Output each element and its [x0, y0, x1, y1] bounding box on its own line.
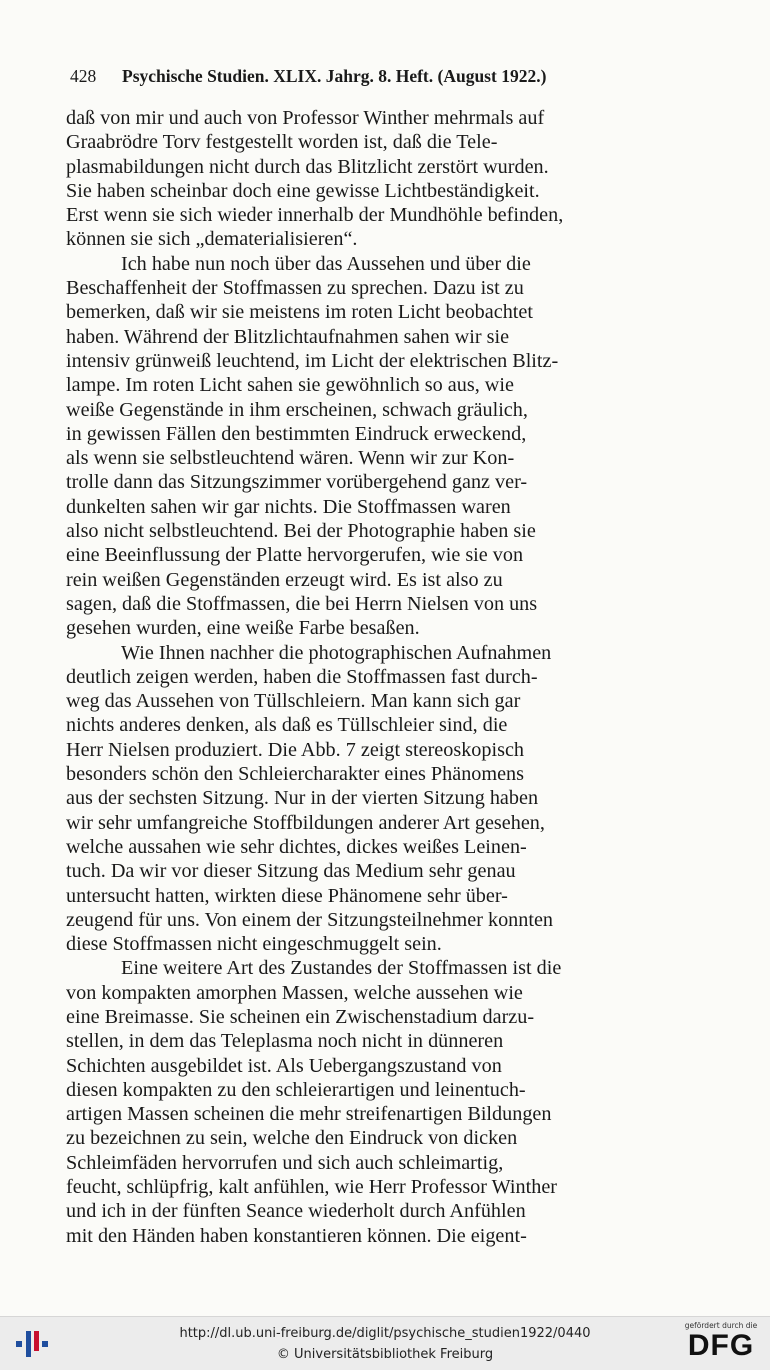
body-text — [66, 106, 766, 1248]
text-line: können sie sich „dematerialisieren“. — [66, 228, 358, 251]
text-line: eine Breimasse. Sie scheinen ein Zwischenstadium darzu- — [66, 1005, 535, 1028]
text-line: Beschaffenheit der Stoffmassen zu sprechen. Dazu ist zu — [66, 277, 524, 300]
text-line: intensiv grünweiß leuchtend, im Licht der elektrischen Blitz- — [66, 349, 559, 372]
text-line: Eine weitere Art des Zustandes der Stoffmassen ist die — [121, 957, 562, 980]
text-line: von kompakten amorphen Massen, welche aussehen wie — [66, 981, 523, 1004]
text-line: aus der sechsten Sitzung. Nur in der vierten Sitzung haben — [66, 787, 539, 810]
text-line: Schleimfäden hervorrufen und sich auch schleimartig, — [66, 1151, 504, 1174]
text-line: Ich habe nun noch über das Aussehen und über die — [121, 252, 531, 275]
text-line: sagen, daß die Stoffmassen, die bei Herrn Nielsen von uns — [66, 592, 538, 615]
text-line: diesen kompakten zu den schleierartigen und leinentuch- — [66, 1078, 526, 1101]
paragraph — [66, 106, 766, 252]
text-line: Wie Ihnen nachher die photographischen Aufnahmen — [121, 641, 552, 664]
text-line: Schichten ausgebildet ist. Als Uebergangszustand von — [66, 1054, 502, 1077]
text-line: tuch. Da wir vor dieser Sitzung das Medium sehr genau — [66, 860, 516, 883]
text-line: Graabrödre Torv festgestellt worden ist, daß die Tele- — [66, 131, 498, 154]
text-line: dunkelten sahen wir gar nichts. Die Stoffmassen waren — [66, 495, 511, 518]
text-line: nichts anderes denken, als daß es Tüllschleier sind, die — [66, 714, 508, 737]
footer-url[interactable]: http://dl.ub.uni-freiburg.de/diglit/psychische_studien1922/0440 — [179, 1326, 591, 1341]
text-line: artigen Massen scheinen die mehr streifenartigen Bildungen — [66, 1103, 552, 1126]
text-line: also nicht selbstleuchtend. Bei der Photographie haben sie — [66, 520, 536, 543]
text-line: eine Beeinflussung der Platte hervorgerufen, wie sie von — [66, 544, 524, 567]
text-line: zeugend für uns. Von einem der Sitzungsteilnehmer konnten — [66, 908, 554, 931]
text-line: und ich in der fünften Seance wiederholt durch Anfühlen — [66, 1200, 526, 1223]
text-line: untersucht hatten, wirkten diese Phänomene sehr über- — [66, 884, 508, 907]
text-line: als wenn sie selbstleuchtend wären. Wenn wir zur Kon- — [66, 447, 515, 470]
page-number: 428 — [70, 66, 97, 86]
text-line: mit den Händen haben konstantieren können. Die eigent- — [66, 1224, 527, 1247]
paragraph — [66, 956, 766, 1248]
text-line: haben. Während der Blitzlichtaufnahmen sahen wir sie — [66, 325, 510, 348]
footer-copyright: © Universitätsbibliothek Freiburg — [276, 1347, 494, 1362]
text-line: besonders schön den Schleiercharakter eines Phänomens — [66, 763, 524, 786]
text-line: daß von mir und auch von Professor Winther mehrmals auf — [66, 107, 545, 129]
page-header — [70, 66, 700, 92]
text-line: plasmabildungen nicht durch das Blitzlicht zerstört wurden. — [66, 155, 549, 178]
text-line: Erst wenn sie sich wieder innerhalb der Mundhöhle befinden, — [66, 204, 564, 227]
paragraph — [66, 252, 766, 641]
text-line: trolle dann das Sitzungszimmer vorübergehend ganz ver- — [66, 471, 528, 494]
dfg-mark: DFG — [687, 1329, 755, 1362]
text-line: bemerken, daß wir sie meistens im roten Licht beobachtet — [66, 301, 533, 324]
running-head: Psychische Studien. XLIX. Jahrg. 8. Heft. (August 1922.) — [122, 66, 547, 86]
text-line: weiße Gegenstände in ihm erscheinen, schwach gräulich, — [66, 398, 528, 421]
text-line: deutlich zeigen werden, haben die Stoffmassen fast durch- — [66, 665, 538, 688]
paragraph — [66, 641, 766, 957]
text-line: gesehen wurden, eine weiße Farbe besaßen. — [66, 617, 420, 640]
text-line: stellen, in dem das Teleplasma noch nicht in dünneren — [66, 1030, 504, 1053]
dfg-logo — [680, 1321, 762, 1367]
text-line: lampe. Im roten Licht sahen sie gewöhnlich so aus, wie — [66, 374, 514, 397]
footer-bar — [0, 1316, 770, 1370]
text-line: diese Stoffmassen nicht eingeschmuggelt sein. — [66, 933, 442, 956]
text-line: feucht, schlüpfrig, kalt anfühlen, wie Herr Professor Winther — [66, 1176, 558, 1199]
text-line: zu bezeichnen zu sein, welche den Eindruck von dicken — [66, 1127, 518, 1150]
text-line: wir sehr umfangreiche Stoffbildungen anderer Art gesehen, — [66, 811, 545, 834]
text-line: Herr Nielsen produziert. Die Abb. 7 zeigt stereoskopisch — [66, 738, 525, 761]
text-line: rein weißen Gegenständen erzeugt wird. Es ist also zu — [66, 568, 503, 591]
text-line: Sie haben scheinbar doch eine gewisse Lichtbeständigkeit. — [66, 179, 540, 202]
text-line: weg das Aussehen von Tüllschleiern. Man kann sich gar — [66, 690, 521, 713]
text-line: welche aussahen wie sehr dichtes, dickes weißes Leinen- — [66, 835, 527, 858]
text-line: in gewissen Fällen den bestimmten Eindruck erweckend, — [66, 422, 527, 445]
dfg-caption: gefördert durch die — [684, 1321, 758, 1330]
